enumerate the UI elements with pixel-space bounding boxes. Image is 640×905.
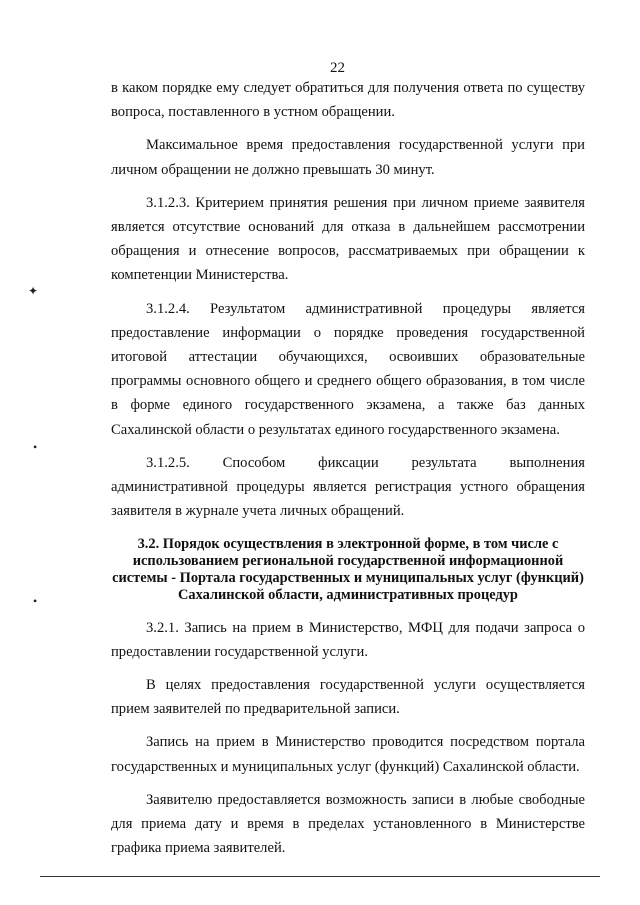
paragraph: Заявителю предоставляется возможность записи в любые свободные для приема дату и время в пределах установленного в Министерстве графика приема заявителей. xyxy=(111,791,585,857)
paragraph: В целях предоставления государственной услуги осуществляется прием заявителей по предварительной записи. xyxy=(111,677,585,718)
paragraph: 3.1.2.4. Результатом административной процедуры является предоставление информации о порядке проведения государственной итоговой аттестации обучающихся, освоивших образовательные программы основного общего и среднего общего образования, в том числе в форме единого государственного экзамена, а также баз данных Сахалинской области о результатах единого государственного экзамена. xyxy=(111,300,585,438)
paragraph: 3.1.2.3. Критерием принятия решения при личном приеме заявителя является отсутствие оснований для отказа в дальнейшем рассмотрении обращения и отнесение вопросов, рассматриваемых при обращении к компетенции Министерства. xyxy=(111,194,585,284)
document-body xyxy=(111,76,585,869)
paragraph: в каком порядке ему следует обратиться для получения ответа по существу вопроса, поставленного в устном обращении. xyxy=(111,80,585,121)
scan-mark: • xyxy=(33,594,38,608)
section-heading: 3.2. Порядок осуществления в электронной форме, в том числе с использованием региональной государственной информационной системы - Портала государственных и муниципальных услуг (функций) Сахалинской области, административных процедур xyxy=(112,536,584,603)
paragraph: Запись на прием в Министерство проводится посредством портала государственных и муниципальных услуг (функций) Сахалинской области. xyxy=(111,734,585,775)
paragraph: Максимальное время предоставления государственной услуги при личном обращении не должно превышать 30 минут. xyxy=(111,137,585,178)
footer-rule xyxy=(40,876,600,877)
scan-mark: ✦ xyxy=(28,284,39,298)
paragraph: 3.1.2.5. Способом фиксации результата выполнения административной процедуры является регистрация устного обращения заявителя в журнале учета личных обращений. xyxy=(111,454,585,520)
page-number: 22 xyxy=(330,60,345,76)
scan-mark: • xyxy=(33,440,38,454)
paragraph: 3.2.1. Запись на прием в Министерство, МФЦ для подачи запроса о предоставлении государственной услуги. xyxy=(111,619,585,660)
